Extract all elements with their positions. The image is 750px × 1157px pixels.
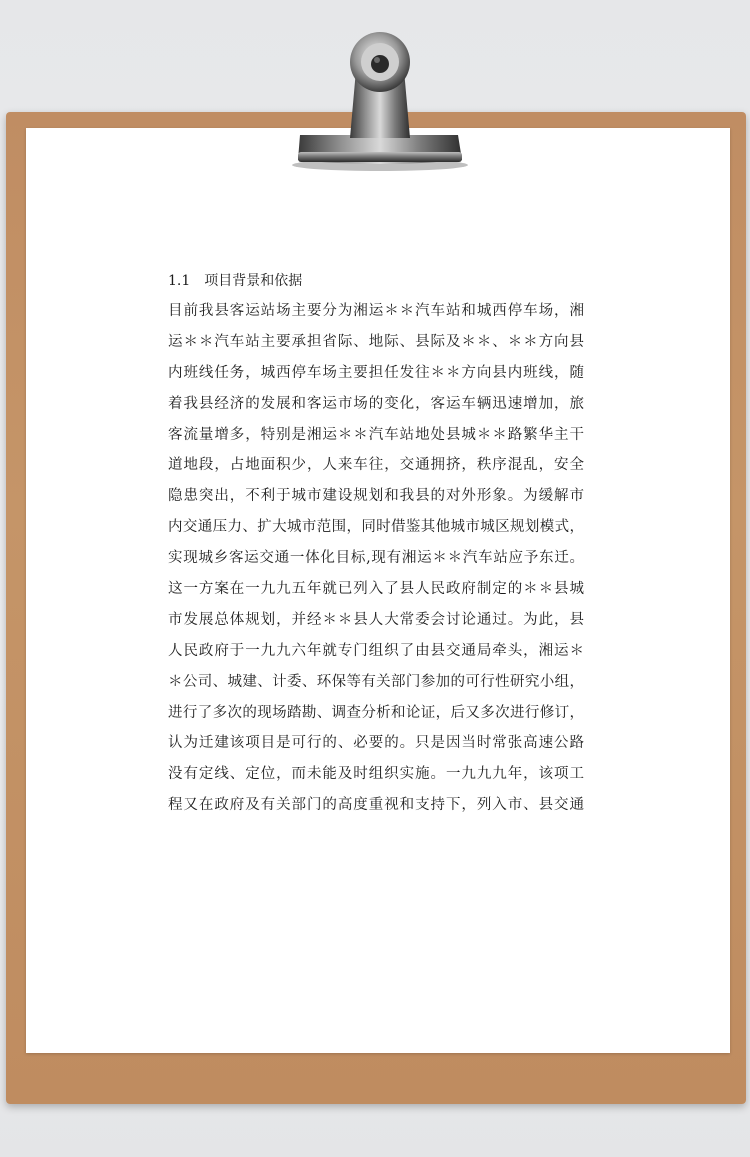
- text-line: 实现城乡客运交通一体化目标,现有湘运＊＊汽车站应予东迁。: [168, 550, 584, 567]
- text-line: 人民政府于一九九六年就专门组织了由县交通局牵头，湘运＊: [168, 642, 584, 659]
- text-line: 运＊＊汽车站主要承担省际、地际、县际及＊＊、＊＊方向县: [168, 333, 584, 350]
- text-line: 目前我县客运站场主要分为湘运＊＊汽车站和城西停车场，湘: [168, 303, 584, 319]
- text-line: 道地段，占地面积少，人来车往，交通拥挤，秩序混乱，安全: [168, 457, 584, 474]
- text-line: 客流量增多，特别是湘运＊＊汽车站地处县城＊＊路繁华主干: [168, 426, 584, 443]
- text-line: 没有定线、定位，而未能及时组织实施。一九九九年，该项工: [168, 766, 584, 783]
- text-line: 进行了多次的现场踏勘、调查分析和论证，后又多次进行修订，: [168, 704, 584, 721]
- text-line: 隐患突出，不利于城市建设规划和我县的对外形象。为缓解市: [168, 488, 584, 505]
- section-number: 1.1: [168, 273, 191, 289]
- section-heading: [168, 270, 588, 292]
- text-line: 市发展总体规划，并经＊＊县人大常委会讨论通过。为此，县: [168, 611, 584, 628]
- text-line: 这一方案在一九九五年就已列入了县人民政府制定的＊＊县城: [168, 581, 584, 598]
- text-line: 内交通压力、扩大城市范围，同时借鉴其他城市城区规划模式，: [168, 519, 584, 536]
- text-line: 着我县经济的发展和客运市场的变化，客运车辆迅速增加，旅: [168, 395, 584, 412]
- paragraph: [168, 296, 588, 821]
- document-body: [168, 270, 588, 821]
- text-line: 程又在政府及有关部门的高度重视和支持下，列入市、县交通: [168, 797, 584, 814]
- text-line: ＊公司、城建、计委、环保等有关部门参加的可行性研究小组，: [168, 673, 584, 690]
- section-title: 项目背景和依据: [204, 273, 303, 289]
- text-line: 认为迁建该项目是可行的、必要的。只是因当时常张高速公路: [168, 735, 584, 752]
- text-line: 内班线任务，城西停车场主要担任发往＊＊方向县内班线，随: [168, 364, 584, 381]
